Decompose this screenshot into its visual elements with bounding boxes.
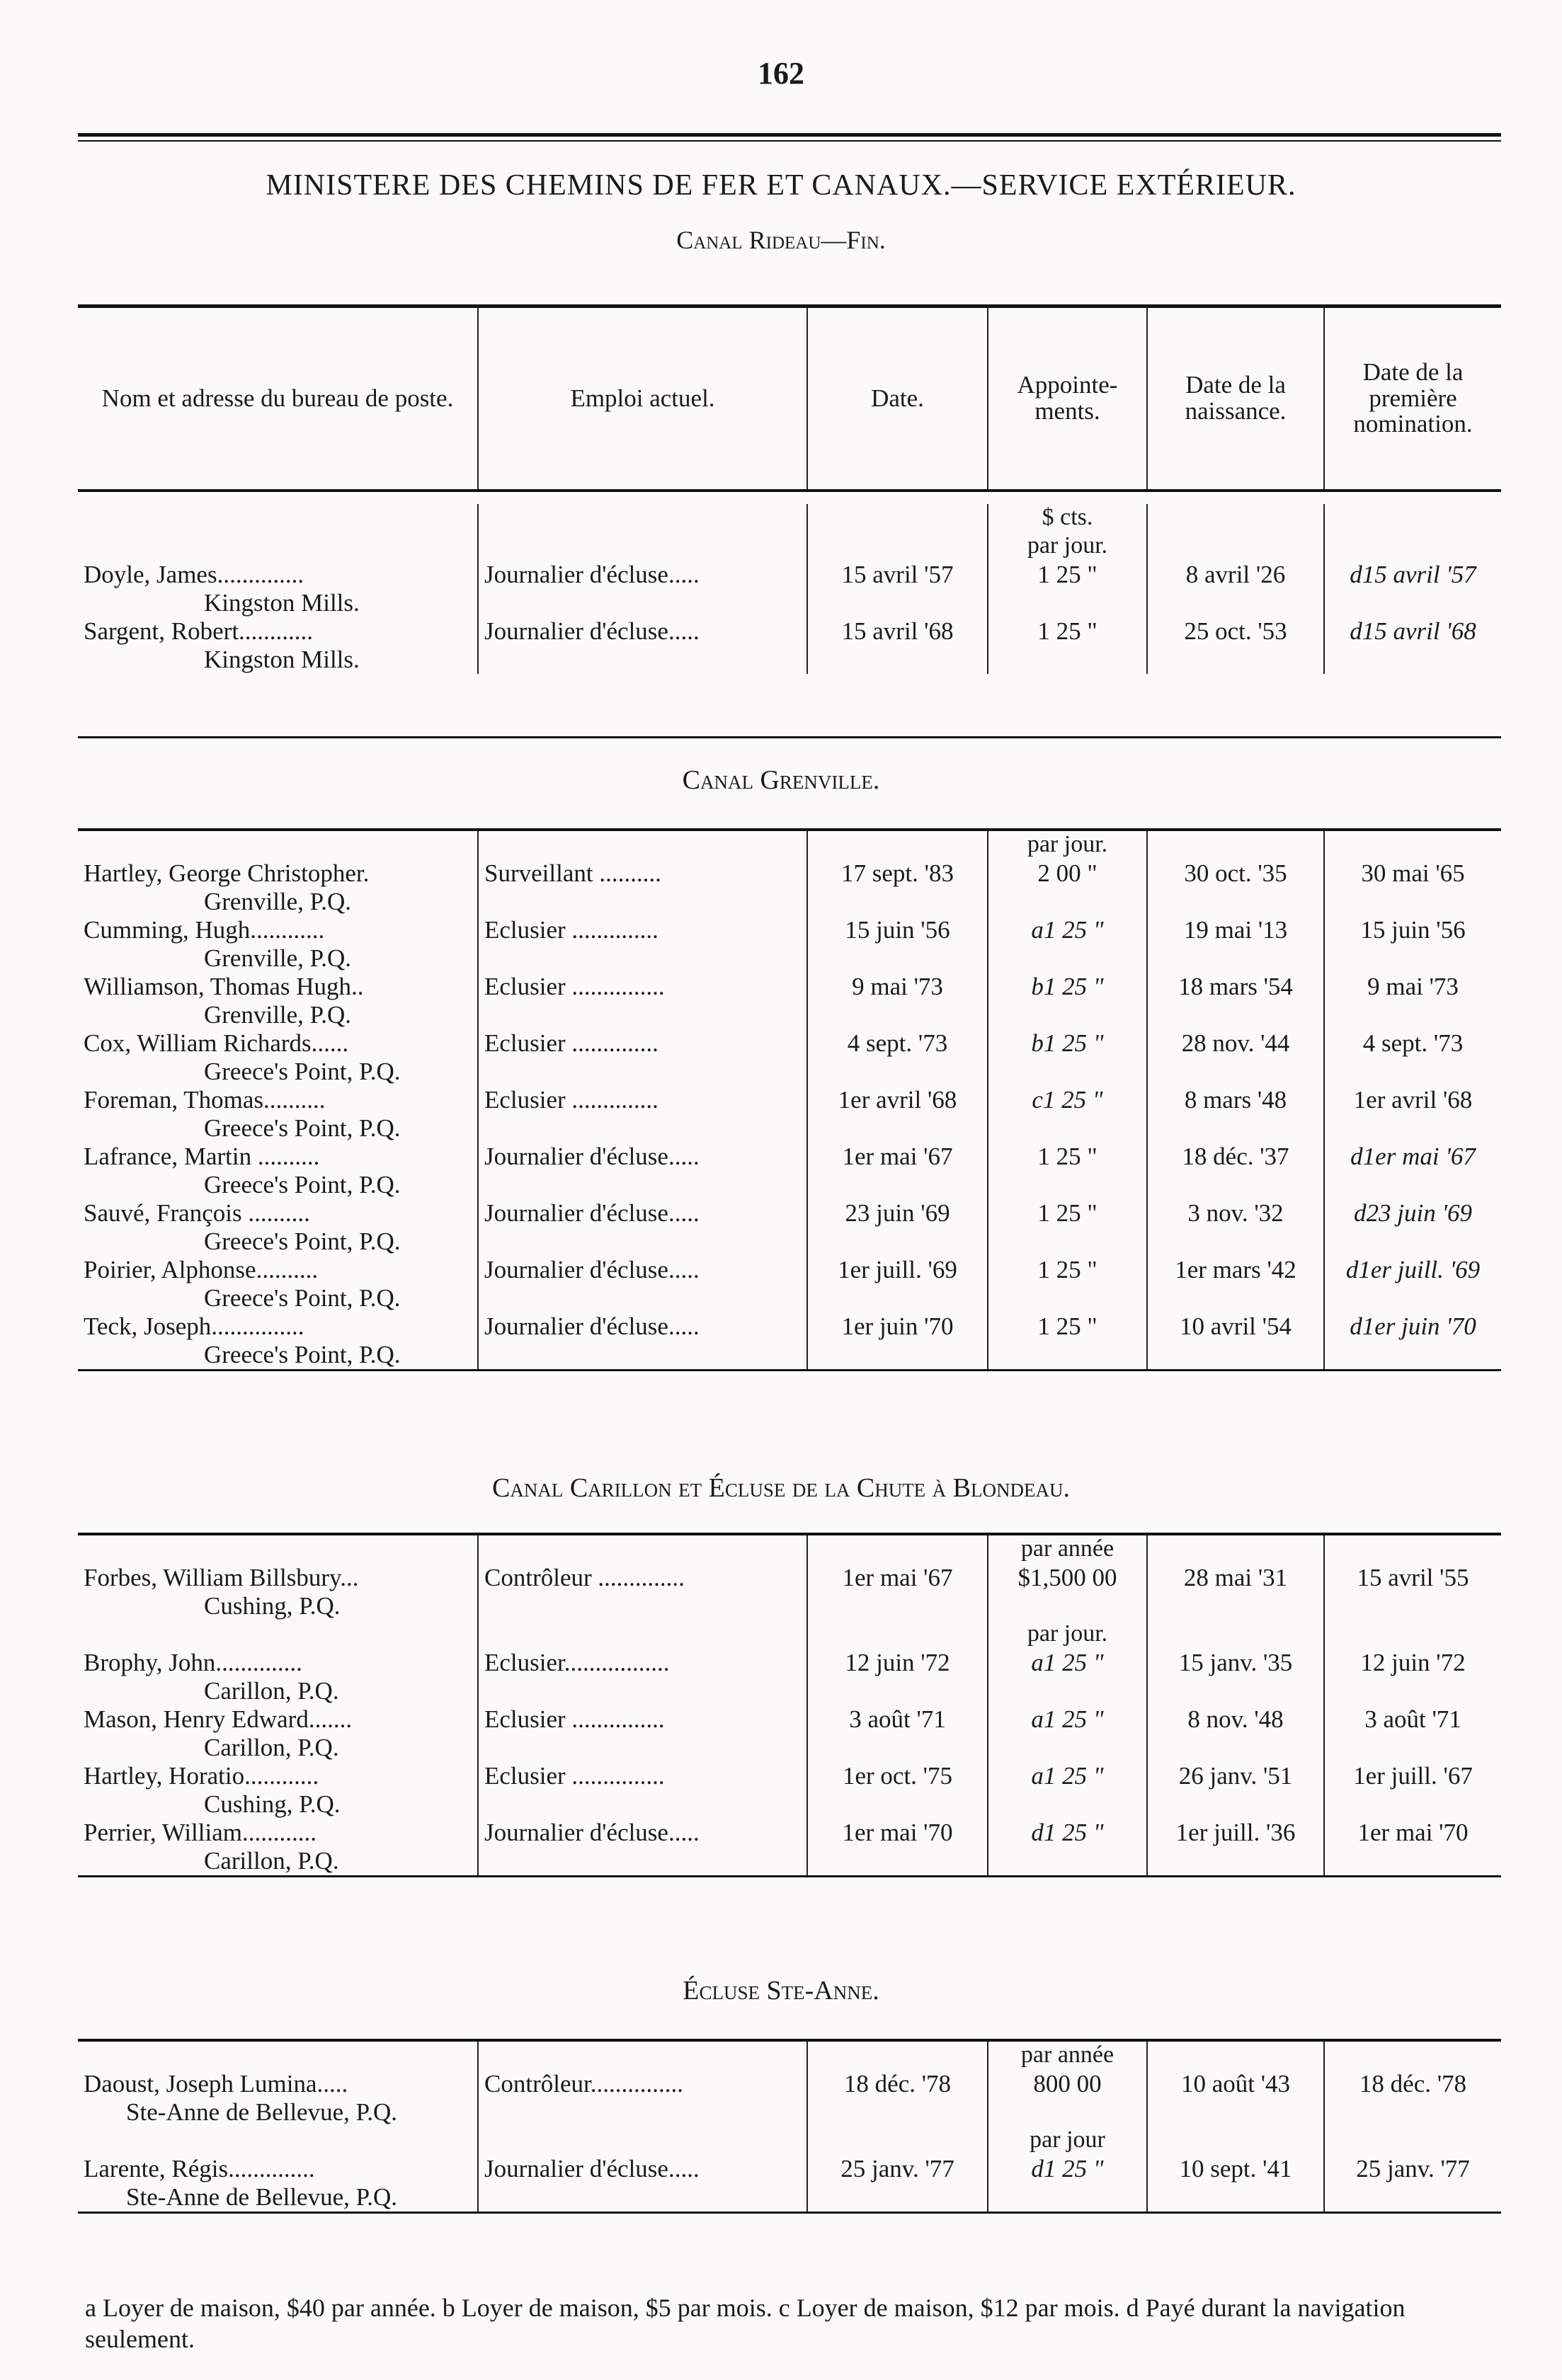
unit-per-day: par jour.	[988, 830, 1147, 859]
row-address: Greece's Point, P.Q.	[204, 1341, 401, 1368]
row-address: Kingston Mills.	[204, 589, 360, 617]
row-address: Grenville, P.Q.	[204, 944, 352, 972]
row-name: Poirier, Alphonse..........	[84, 1256, 319, 1283]
row-first: d15 avril '57	[1324, 561, 1501, 617]
table-row	[78, 916, 1501, 973]
row-first: 12 juin '72	[1324, 1649, 1501, 1705]
table-row	[78, 1312, 1501, 1371]
row-first: d15 avril '68	[1324, 617, 1501, 674]
row-first: 25 janv. '77	[1324, 2155, 1501, 2213]
row-pay: a1 25 "	[988, 1649, 1147, 1705]
row-pay: c1 25 "	[988, 1086, 1147, 1143]
row-name: Cumming, Hugh............	[84, 916, 325, 944]
row-address: Grenville, P.Q.	[204, 888, 352, 915]
row-address: Ste-Anne de Bellevue, P.Q.	[126, 2183, 397, 2211]
row-name: Brophy, John..............	[84, 1649, 302, 1676]
row-birth: 19 mai '13	[1147, 916, 1324, 973]
row-name: Mason, Henry Edward.......	[84, 1705, 353, 1733]
column-header-table	[78, 304, 1501, 492]
row-name: Sargent, Robert............	[84, 617, 314, 645]
header-name: Nom et adresse du bureau de poste.	[101, 384, 454, 412]
row-date: 25 janv. '77	[807, 2155, 988, 2213]
header-birth: Date de la naissance.	[1147, 307, 1324, 491]
row-date: 1er mai '67	[807, 1564, 988, 1620]
row-job: Journalier d'écluse.....	[478, 1256, 807, 1312]
section-table-grenville	[78, 828, 1501, 1371]
table-row	[78, 561, 1501, 617]
row-job: Surveillant ..........	[478, 859, 807, 916]
row-name: Williamson, Thomas Hugh..	[84, 973, 364, 1000]
table-row	[78, 1705, 1501, 1762]
row-birth: 18 déc. '37	[1147, 1143, 1324, 1199]
row-name: Forbes, William Billsbury...	[84, 1564, 359, 1591]
row-date: 17 sept. '83	[807, 859, 988, 916]
row-name: Daoust, Joseph Lumina.....	[84, 2070, 348, 2098]
section-title-carillon: Canal Carillon et Écluse de la Chute à Blondeau.	[492, 1473, 1070, 1503]
row-job: Eclusier ...............	[478, 1762, 807, 1819]
section-title-grenville: Canal Grenville.	[682, 765, 880, 795]
row-job: Contrôleur ..............	[478, 1564, 807, 1620]
header-job: Emploi actuel.	[478, 307, 807, 491]
row-date: 1er juin '70	[807, 1312, 988, 1371]
row-job: Journalier d'écluse.....	[478, 1143, 807, 1199]
row-job: Eclusier ..............	[478, 916, 807, 973]
row-first: d1er juill. '69	[1324, 1256, 1501, 1312]
row-first: 1er juill. '67	[1324, 1762, 1501, 1819]
row-first: d1er juin '70	[1324, 1312, 1501, 1371]
table-row	[78, 617, 1501, 674]
header-date: Date.	[807, 307, 988, 491]
row-job: Journalier d'écluse.....	[478, 1199, 807, 1256]
row-first: 15 avril '55	[1324, 1564, 1501, 1620]
table-row	[78, 1143, 1501, 1199]
row-date: 4 sept. '73	[807, 1029, 988, 1086]
table-row	[78, 859, 1501, 916]
row-birth: 15 janv. '35	[1147, 1649, 1324, 1705]
unit-per-year: par année	[988, 2040, 1147, 2070]
row-name: Foreman, Thomas..........	[84, 1086, 326, 1114]
row-birth: 3 nov. '32	[1147, 1199, 1324, 1256]
row-pay: 1 25 "	[988, 561, 1147, 617]
section-divider	[78, 736, 1501, 738]
row-birth: 25 oct. '53	[1147, 617, 1324, 674]
row-birth: 10 sept. '41	[1147, 2155, 1324, 2213]
row-name: Lafrance, Martin ..........	[84, 1143, 320, 1170]
unit-cts: $ cts.	[988, 504, 1147, 532]
row-pay: b1 25 "	[988, 1029, 1147, 1086]
row-first: d23 juin '69	[1324, 1199, 1501, 1256]
header-first: Date de la première nomination.	[1324, 307, 1501, 491]
row-date: 15 avril '68	[807, 617, 988, 674]
section-table-rideau	[78, 504, 1501, 674]
row-address: Carillon, P.Q.	[204, 1734, 339, 1761]
row-date: 15 juin '56	[807, 916, 988, 973]
table-row	[78, 1819, 1501, 1877]
row-pay: 1 25 "	[988, 1256, 1147, 1312]
row-pay: d1 25 "	[988, 1819, 1147, 1877]
row-address: Greece's Point, P.Q.	[204, 1284, 401, 1312]
row-birth: 28 nov. '44	[1147, 1029, 1324, 1086]
row-address: Greece's Point, P.Q.	[204, 1114, 401, 1142]
row-address: Cushing, P.Q.	[204, 1790, 341, 1818]
row-job: Journalier d'écluse.....	[478, 1312, 807, 1371]
row-first: 4 sept. '73	[1324, 1029, 1501, 1086]
row-pay: 800 00	[988, 2070, 1147, 2127]
unit-per-year: par année	[988, 1534, 1147, 1564]
table-row	[78, 1029, 1501, 1086]
row-birth: 28 mai '31	[1147, 1564, 1324, 1620]
row-job: Eclusier ...............	[478, 973, 807, 1029]
row-job: Journalier d'écluse.....	[478, 1819, 807, 1877]
table-row	[78, 2070, 1501, 2127]
row-date: 1er avril '68	[807, 1086, 988, 1143]
row-name: Doyle, James..............	[84, 561, 304, 588]
row-date: 3 août '71	[807, 1705, 988, 1762]
table-row	[78, 1649, 1501, 1705]
row-job: Journalier d'écluse.....	[478, 2155, 807, 2213]
row-job: Eclusier ..............	[478, 1029, 807, 1086]
row-pay: 1 25 "	[988, 617, 1147, 674]
row-date: 1er oct. '75	[807, 1762, 988, 1819]
row-address: Greece's Point, P.Q.	[204, 1171, 401, 1198]
row-job: Eclusier ..............	[478, 1086, 807, 1143]
row-address: Greece's Point, P.Q.	[204, 1058, 401, 1085]
row-date: 1er juill. '69	[807, 1256, 988, 1312]
row-name: Hartley, George Christopher.	[84, 859, 370, 887]
row-birth: 8 avril '26	[1147, 561, 1324, 617]
row-date: 23 juin '69	[807, 1199, 988, 1256]
document-subtitle: Canal Rideau—Fin.	[676, 226, 886, 254]
row-name: Perrier, William............	[84, 1819, 317, 1846]
row-pay: a1 25 "	[988, 916, 1147, 973]
row-pay: d1 25 "	[988, 2155, 1147, 2213]
page-number: 162	[758, 56, 804, 91]
row-address: Cushing, P.Q.	[204, 1592, 341, 1620]
row-job: Eclusier.................	[478, 1649, 807, 1705]
row-date: 18 déc. '78	[807, 2070, 988, 2127]
row-birth: 10 août '43	[1147, 2070, 1324, 2127]
table-row	[78, 2155, 1501, 2213]
table-row	[78, 1564, 1501, 1620]
row-address: Ste-Anne de Bellevue, P.Q.	[126, 2098, 397, 2126]
row-first: 1er mai '70	[1324, 1819, 1501, 1877]
top-rule-thin	[78, 140, 1501, 142]
row-address: Kingston Mills.	[204, 646, 360, 673]
section-table-carillon	[78, 1533, 1501, 1877]
row-address: Grenville, P.Q.	[204, 1001, 352, 1029]
row-pay: b1 25 "	[988, 973, 1147, 1029]
row-name: Larente, Régis..............	[84, 2155, 315, 2182]
row-first: 3 août '71	[1324, 1705, 1501, 1762]
row-date: 15 avril '57	[807, 561, 988, 617]
row-date: 1er mai '67	[807, 1143, 988, 1199]
unit-per-day: par jour.	[988, 532, 1147, 561]
header-pay: Appointe-ments.	[988, 307, 1147, 491]
row-address: Greece's Point, P.Q.	[204, 1228, 401, 1255]
top-rule	[78, 133, 1501, 137]
row-pay: 1 25 "	[988, 1143, 1147, 1199]
row-first: 30 mai '65	[1324, 859, 1501, 916]
unit-per-day: par jour	[988, 2127, 1147, 2155]
table-row	[78, 1086, 1501, 1143]
row-job: Journalier d'écluse.....	[478, 617, 807, 674]
row-date: 9 mai '73	[807, 973, 988, 1029]
row-pay: a1 25 "	[988, 1705, 1147, 1762]
row-first: d1er mai '67	[1324, 1143, 1501, 1199]
row-birth: 10 avril '54	[1147, 1312, 1324, 1371]
row-job: Journalier d'écluse.....	[478, 561, 807, 617]
row-pay: a1 25 "	[988, 1762, 1147, 1819]
row-first: 1er avril '68	[1324, 1086, 1501, 1143]
row-name: Hartley, Horatio............	[84, 1762, 319, 1790]
row-birth: 30 oct. '35	[1147, 859, 1324, 916]
table-row	[78, 1762, 1501, 1819]
document-title: MINISTERE DES CHEMINS DE FER ET CANAUX.—SERVICE EXTÉRIEUR.	[266, 169, 1296, 202]
row-pay: 2 00 "	[988, 859, 1147, 916]
row-job: Contrôleur...............	[478, 2070, 807, 2127]
row-pay: $1,500 00	[988, 1564, 1147, 1620]
section-title-ste-anne: Écluse Ste-Anne.	[683, 1976, 879, 2006]
row-name: Sauvé, François ..........	[84, 1199, 310, 1227]
row-birth: 8 nov. '48	[1147, 1705, 1324, 1762]
footnote: a Loyer de maison, $40 par année. b Loyer de maison, $5 par mois. c Loyer de maison, $12 par mois. d Payé durant la navigation seulement.	[85, 2294, 1406, 2353]
unit-per-day: par jour.	[988, 1620, 1147, 1649]
row-job: Eclusier ...............	[478, 1705, 807, 1762]
table-row	[78, 1199, 1501, 1256]
row-birth: 18 mars '54	[1147, 973, 1324, 1029]
row-name: Teck, Joseph...............	[84, 1312, 304, 1340]
row-pay: 1 25 "	[988, 1199, 1147, 1256]
row-address: Carillon, P.Q.	[204, 1677, 339, 1705]
section-table-ste-anne	[78, 2039, 1501, 2214]
row-birth: 8 mars '48	[1147, 1086, 1324, 1143]
row-first: 15 juin '56	[1324, 916, 1501, 973]
row-birth: 26 janv. '51	[1147, 1762, 1324, 1819]
row-birth: 1er mars '42	[1147, 1256, 1324, 1312]
table-row	[78, 1256, 1501, 1312]
row-first: 9 mai '73	[1324, 973, 1501, 1029]
row-name: Cox, William Richards......	[84, 1029, 349, 1057]
row-first: 18 déc. '78	[1324, 2070, 1501, 2127]
row-date: 1er mai '70	[807, 1819, 988, 1877]
table-row	[78, 973, 1501, 1029]
row-address: Carillon, P.Q.	[204, 1847, 339, 1875]
row-pay: 1 25 "	[988, 1312, 1147, 1371]
row-birth: 1er juill. '36	[1147, 1819, 1324, 1877]
row-date: 12 juin '72	[807, 1649, 988, 1705]
